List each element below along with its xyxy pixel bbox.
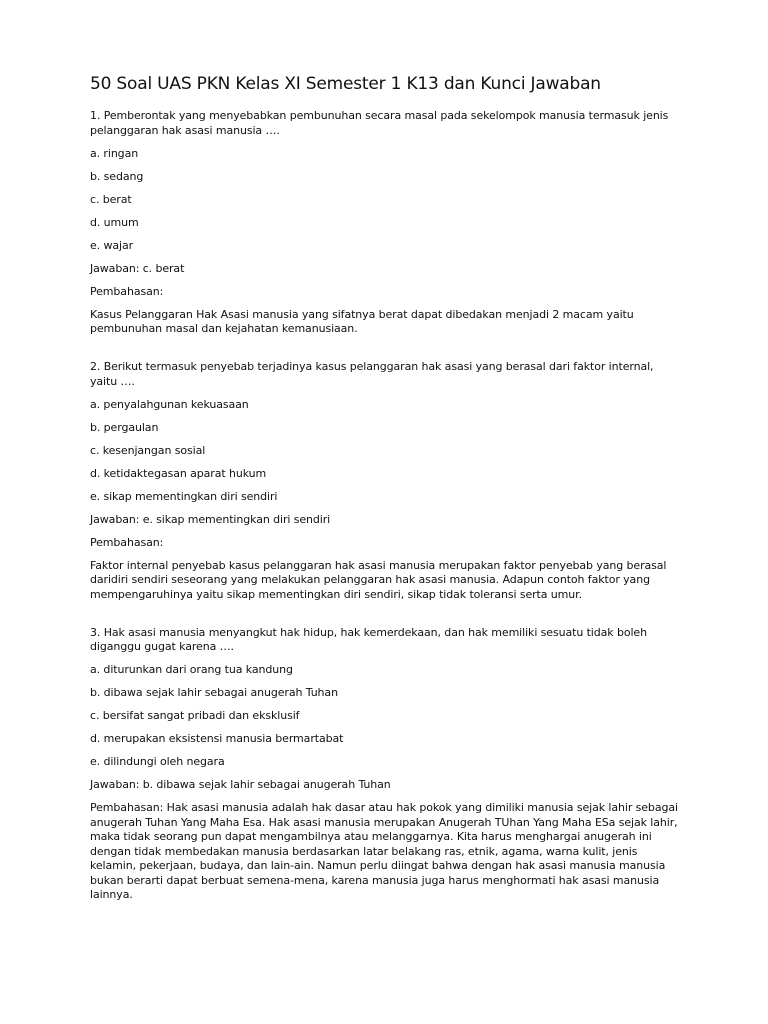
question-text: 1. Pemberontak yang menyebabkan pembunuhan secara masal pada sekelompok manusia termasuk jenis pelanggaran hak asasi manusia …. [90,109,669,137]
question-text: 3. Hak asasi manusia menyangkut hak hidup, hak kemerdekaan, dan hak memiliki sesuatu tidak boleh diganggu gugat karena …. [90,625,647,653]
option-b: b. sedang [90,169,144,183]
option-c: c. kesenjangan sosial [90,443,206,457]
option-d: d. ketidaktegasan aparat hukum [90,466,267,480]
option-e: e. sikap mementingkan diri sendiri [90,489,278,503]
question-block-2 [90,360,678,602]
option-a: a. ringan [90,146,139,160]
pembahasan-text: Faktor internal penyebab kasus pelanggaran hak asasi manusia merupakan faktor penyebab yang berasal daridiri sendiri seseorang yang melakukan pelanggaran hak asasi manusia. Adapun contoh faktor yang mempengaruhinya yaitu sikap mementingkan diri sendiri, sikap tidak toleransi serta umur. [90,558,667,601]
option-d: d. merupakan eksistensi manusia bermartabat [90,732,344,745]
question-block-1 [90,109,678,337]
option-a: a. diturunkan dari orang tua kandung [90,663,293,676]
option-e: e. wajar [90,238,134,252]
option-b: b. pergaulan [90,420,159,434]
spacer [90,345,678,360]
option-d: d. umum [90,215,139,229]
answer-text: Jawaban: b. dibawa sejak lahir sebagai anugerah Tuhan [90,778,391,791]
spacer [90,611,678,626]
pembahasan-text: Kasus Pelanggaran Hak Asasi manusia yang sifatnya berat dapat dibedakan menjadi 2 macam yaitu pembunuhan masal dan kejahatan kemanusiaan. [90,307,634,335]
option-c: c. bersifat sangat pribadi dan eksklusif [90,709,300,722]
option-a: a. penyalahgunan kekuasaan [90,397,249,411]
pembahasan-label: Pembahasan: [90,535,164,549]
question-text: 2. Berikut termasuk penyebab terjadinya kasus pelanggaran hak asasi yang berasal dari faktor internal, yaitu …. [90,360,654,388]
document-title: 50 Soal UAS PKN Kelas XI Semester 1 K13 dan Kunci Jawaban [90,74,601,94]
pembahasan-label: Pembahasan: [90,284,164,298]
option-e: e. dilindungi oleh negara [90,755,225,768]
answer-text: Jawaban: c. berat [90,261,185,275]
question-block-3 [90,626,678,903]
option-c: c. berat [90,192,132,206]
answer-text: Jawaban: e. sikap mementingkan diri sendiri [90,512,331,526]
option-b: b. dibawa sejak lahir sebagai anugerah Tuhan [90,686,338,699]
pembahasan-text: Pembahasan: Hak asasi manusia adalah hak dasar atau hak pokok yang dimiliki manusia sejak lahir sebagai anugerah Tuhan Yang Maha Esa. Hak asasi manusia merupakan Anugerah TUhan Yang Maha ESa sejak lahir, maka tidak seorang pun dapat mengambilnya atau melanggarnya. Kita harus menghargai anugerah ini dengan tidak membedakan manusia berdasarkan latar belakang ras, etnik, agama, warna kulit, jenis kelamin, pekerjaan, budaya, dan lain-ain. Namun perlu diingat bahwa dengan hak asasi manusia manusia bukan berarti dapat berbuat semena-mena, karena manusia juga harus menghormati hak asasi manusia lainnya. [90,801,678,901]
